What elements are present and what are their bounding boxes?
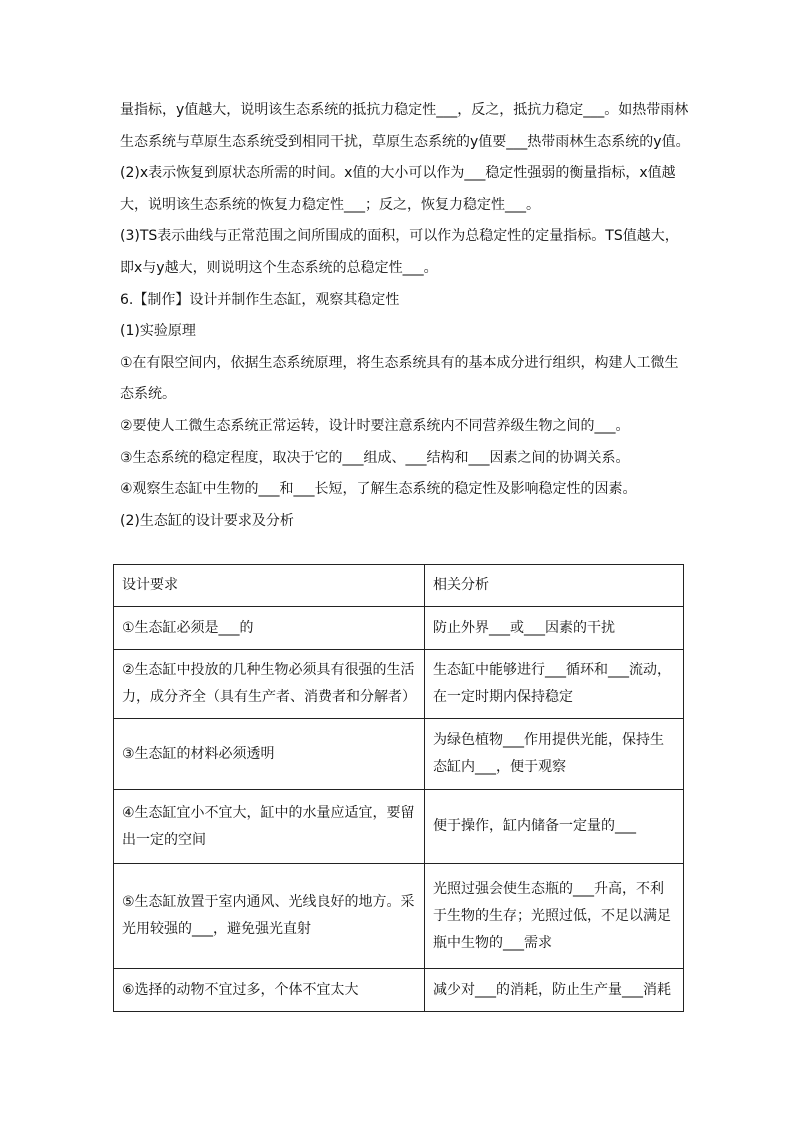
table-row (114, 969, 684, 1012)
principle-item-3: ③生态系统的稳定程度，取决于它的___组成、___结构和___因素之间的协调关系。 (120, 449, 630, 466)
table-row (114, 719, 684, 790)
analysis-cell: 光照过强会使生态瓶的___升高，不利于生物的生存；光照过低，不足以满足瓶中生物的___需求 (425, 864, 684, 969)
section-heading-ecosystem-tank: 6.【制作】设计并制作生态缸，观察其稳定性 (120, 291, 400, 308)
requirement-cell: ③生态缸的材料必须透明 (114, 719, 425, 790)
table-row (114, 864, 684, 969)
paragraph-ts-value: (3)TS表示曲线与正常范围之间所围成的面积，可以作为总稳定性的定量指标。TS值越大，即x与y越大，则说明这个生态系统的总稳定性___。 (120, 228, 679, 276)
analysis-cell: 便于操作，缸内储备一定量的___ (425, 790, 684, 864)
principle-item-4: ④观察生态缸中生物的___和___长短，了解生态系统的稳定性及影响稳定性的因素。 (120, 481, 637, 498)
table-row (114, 790, 684, 864)
text-body (120, 95, 690, 537)
requirement-cell: ①生态缸必须是___的 (114, 607, 425, 650)
subheading-principle: (1)实验原理 (120, 323, 196, 340)
principle-item-1: ①在有限空间内，依据生态系统原理，将生态系统具有的基本成分进行组织，构建人工微生态系统。 (120, 354, 679, 403)
subheading-design-requirements: (2)生态缸的设计要求及分析 (120, 512, 294, 529)
paragraph-x-value: (2)x表示恢复到原状态所需的时间。x值的大小可以作为___稳定性强弱的衡量指标，x值越大，说明该生态系统的恢复力稳定性___；反之，恢复力稳定性___。 (120, 165, 676, 213)
requirement-cell: ④生态缸宜小不宜大，缸中的水量应适宜，要留出一定的空间 (114, 790, 425, 864)
analysis-cell: 减少对___的消耗，防止生产量___消耗 (425, 969, 684, 1012)
header-analysis: 相关分析 (425, 565, 684, 607)
design-requirements-table (113, 564, 684, 1012)
table-row (114, 650, 684, 719)
paragraph-y-value: 量指标，y值越大，说明该生态系统的抵抗力稳定性___，反之，抵抗力稳定___。如热带雨林生态系统与草原生态系统受到相同干扰，草原生态系统的y值要___热带雨林生态系统的y值。 (120, 102, 690, 150)
analysis-cell: 生态缸中能够进行___循环和___流动，在一定时期内保持稳定 (425, 650, 684, 719)
principle-item-2: ②要使人工微生态系统正常运转，设计时要注意系统内不同营养级生物之间的___。 (120, 417, 630, 434)
requirement-cell: ②生态缸中投放的几种生物必须具有很强的生活力，成分齐全（具有生产者、消费者和分解者） (114, 650, 425, 719)
header-design-requirement: 设计要求 (114, 565, 425, 607)
requirement-cell: ⑥选择的动物不宜过多，个体不宜太大 (114, 969, 425, 1012)
table-header-row (114, 565, 684, 607)
table-row (114, 607, 684, 650)
analysis-cell: 为绿色植物___作用提供光能，保持生态缸内___，便于观察 (425, 719, 684, 790)
requirement-cell: ⑤生态缸放置于室内通风、光线良好的地方。采光用较强的___，避免强光直射 (114, 864, 425, 969)
analysis-cell: 防止外界___或___因素的干扰 (425, 607, 684, 650)
